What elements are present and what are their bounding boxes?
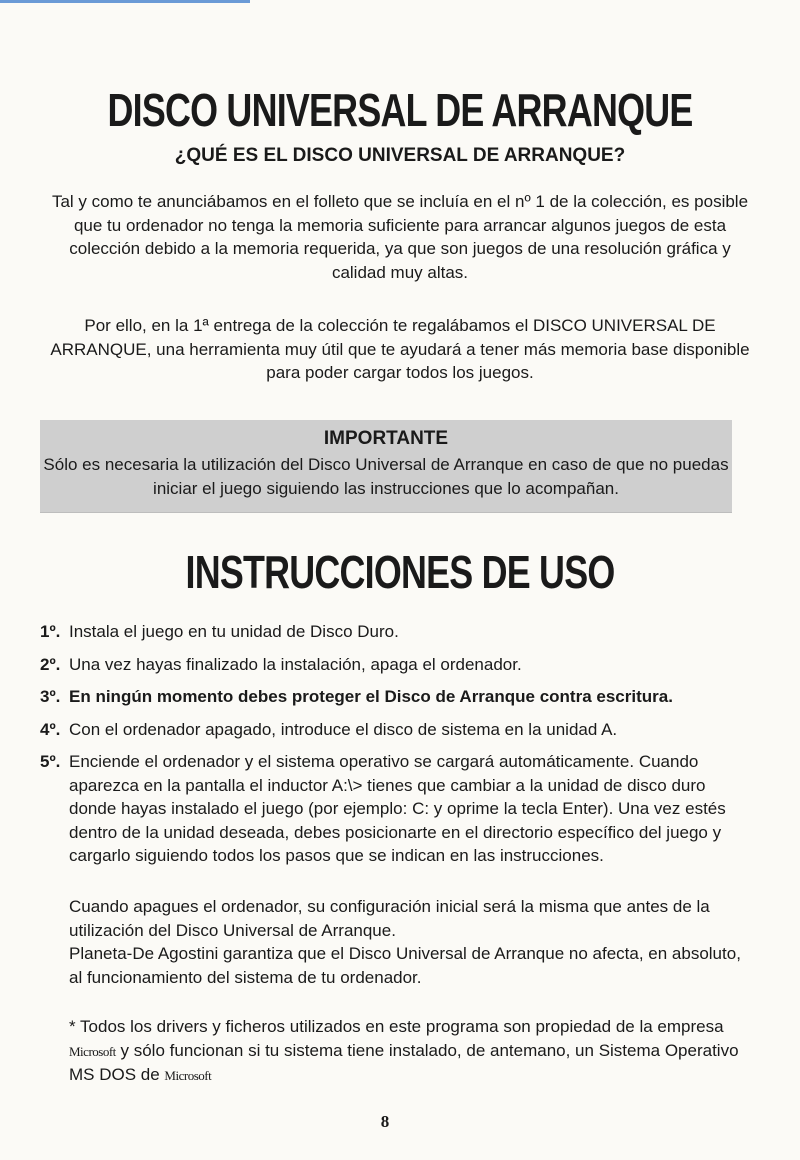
steps-list (40, 620, 750, 877)
step-text: Instala el juego en tu unidad de Disco Duro. (69, 622, 399, 641)
important-text: Sólo es necesaria la utilización del Disco Universal de Arranque en caso de que no puedas iniciar el juego siguiendo las instrucciones que lo acompañan. (43, 455, 729, 498)
important-notice (40, 420, 732, 513)
footnote (69, 1015, 749, 1088)
after-steps-notes (69, 895, 749, 989)
footnote-text-1: * Todos los drivers y ficheros utilizados en este programa son propiedad de la empresa (69, 1017, 724, 1036)
step-number: 3º. (40, 687, 61, 706)
step-item (40, 750, 750, 868)
microsoft-brand: Microsoft (69, 1043, 116, 1059)
step-text: En ningún momento debes proteger el Disco de Arranque contra escritura. (69, 687, 673, 706)
step-item (40, 653, 750, 677)
step-number: 5º. (40, 752, 61, 771)
step-text: Con el ordenador apagado, introduce el disco de sistema en la unidad A. (69, 719, 618, 739)
page-title: DISCO UNIVERSAL DE ARRANQUE (107, 84, 693, 136)
step-item (40, 685, 750, 709)
step-item (40, 620, 750, 644)
microsoft-brand: Microsoft (164, 1068, 212, 1083)
intro-paragraph-2: Por ello, en la 1ª entrega de la colección te regalábamos el DISCO UNIVERSAL DE ARRANQUE, una herramienta muy útil que te ayudará a tener más memoria base disponible para poder cargar todos los juegos. (50, 316, 750, 382)
step-item (40, 718, 750, 742)
important-title: IMPORTANTE (323, 428, 449, 449)
instructions-title: INSTRUCCIONES DE USO (185, 546, 615, 598)
section-subtitle: ¿QUÉ ES EL DISCO UNIVERSAL DE ARRANQUE? (174, 145, 626, 166)
config-note: Cuando apagues el ordenador, su configuración inicial será la misma que antes de la utilización del Disco Universal de Arranque. (69, 897, 710, 940)
step-text: Una vez hayas finalizado la instalación, apaga el ordenador. (69, 654, 522, 674)
step-number: 2º. (40, 654, 61, 674)
page-top-edge (0, 0, 250, 3)
page-number: 8 (380, 1112, 390, 1131)
step-number: 4º. (40, 719, 61, 739)
guarantee-note: Planeta-De Agostini garantiza que el Disco Universal de Arranque no afecta, en absoluto, al funcionamiento del sistema de tu ordenador. (69, 944, 741, 987)
intro-paragraph-1: Tal y como te anunciábamos en el folleto que se incluía en el nº 1 de la colección, es posible que tu ordenador no tenga la memoria suficiente para arrancar algunos juegos de esta colección debido a la memoria requerida, ya que son juegos de una resolución gráfica y calidad muy altas. (51, 192, 749, 282)
footnote-text-2: y sólo funcionan si tu sistema tiene instalado, de antemano, un Sistema Operativo MS DOS de (69, 1040, 739, 1084)
step-text: Enciende el ordenador y el sistema operativo se cargará automáticamente. Cuando aparezca en la pantalla el inductor A:\> tienes que cambiar a la unidad de disco duro donde hayas instalado el juego (por ejemplo: C: y oprime la tecla Enter). Una vez estés dentro de la unidad deseada, debes posicionarte en el directorio específico del juego y cargarlo siguiendo todos los pasos que se indican en las instrucciones. (69, 752, 726, 865)
step-number: 1º. (40, 622, 61, 641)
